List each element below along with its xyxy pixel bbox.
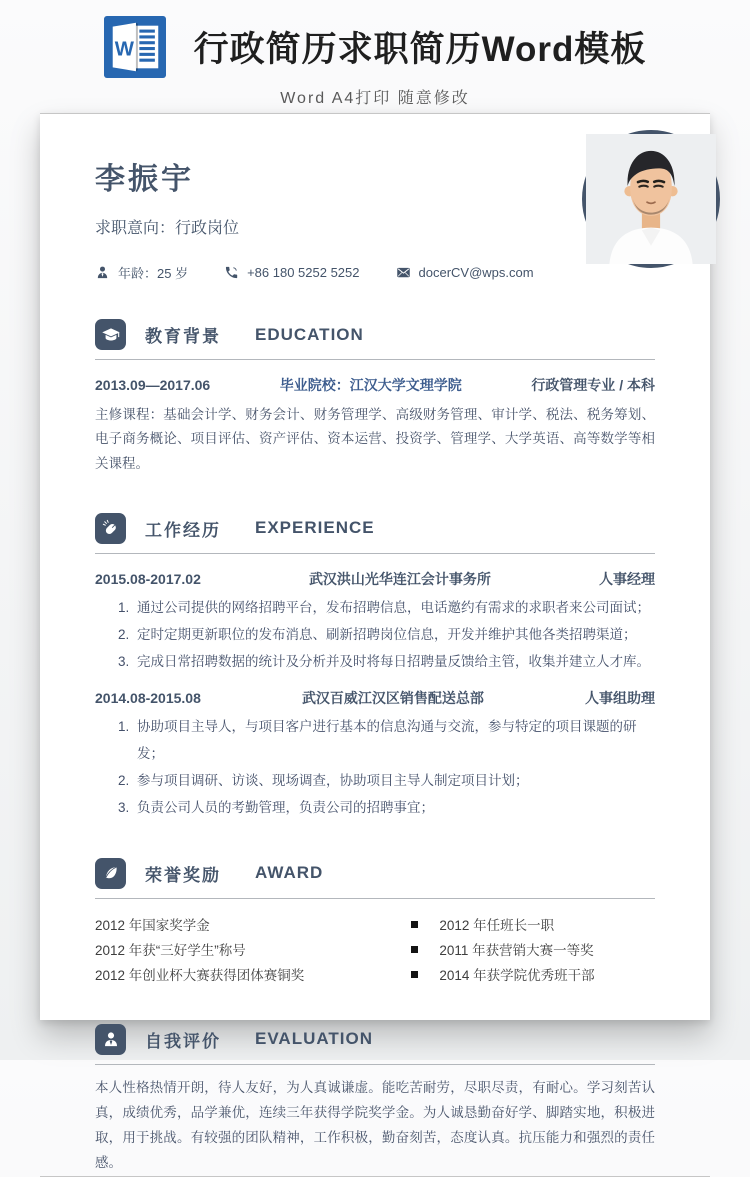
person-icon — [95, 265, 110, 280]
duty-item: 2. 参与项目调研、访谈、现场调查，协助项目主导人制定项目计划； — [133, 767, 655, 794]
duty-item: 2. 定时定期更新职位的发布消息、刷新招聘岗位信息，开发并维护其他各类招聘渠道； — [133, 621, 655, 648]
job-company: 武汉百威江汉区销售配送总部 — [301, 689, 484, 706]
section-experience — [95, 513, 655, 821]
job-role: 人事组助理 — [585, 689, 655, 706]
award-text: 2014 年获学院优秀班干部 — [439, 968, 595, 984]
profile-photo — [582, 130, 720, 268]
experience-header — [95, 513, 655, 544]
section-award — [95, 858, 655, 987]
award-text: 2012 年任班长一职 — [439, 918, 555, 934]
award-item — [411, 937, 655, 962]
divider — [95, 359, 655, 360]
graduation-cap-icon — [95, 319, 126, 350]
phone-item — [224, 265, 359, 280]
job-meta — [95, 688, 655, 708]
phone-text: +86 180 5252 5252 — [247, 265, 360, 280]
experience-title-en: EXPERIENCE — [255, 518, 375, 538]
job-objective: 求职意向：行政岗位 — [95, 220, 240, 237]
job-duties — [95, 594, 655, 675]
education-major: 行政管理专业 / 本科 — [531, 377, 655, 393]
job-role: 人事经理 — [599, 570, 655, 587]
job-date: 2014.08-2015.08 — [95, 689, 201, 706]
banner-title: 行政简历求职简历Word模板 — [193, 30, 647, 69]
evaluation-header — [95, 1024, 655, 1055]
portrait-illustration-icon — [586, 134, 716, 264]
divider — [95, 898, 655, 899]
education-date: 2013.09—2017.06 — [95, 377, 211, 393]
education-title-en: EDUCATION — [255, 324, 364, 344]
education-title-cn: 教育背景 — [145, 327, 221, 346]
award-item — [411, 912, 655, 937]
envelope-icon — [396, 265, 411, 280]
square-bullet-icon — [411, 946, 418, 953]
award-list — [95, 912, 655, 987]
award-right-column — [411, 912, 655, 987]
square-bullet-icon — [411, 971, 418, 978]
phone-icon — [224, 265, 239, 280]
education-meta — [95, 375, 655, 395]
email-text: docerCV@wps.com — [418, 265, 534, 280]
evaluation-title-cn: 自我评价 — [145, 1031, 221, 1051]
award-left-column — [95, 912, 411, 987]
age-text: 年龄：25 岁 — [118, 266, 189, 281]
section-education — [95, 319, 655, 476]
duty-item: 3. 负责公司人员的考勤管理，负责公司的招聘事宜； — [133, 794, 655, 821]
experience-title-cn: 工作经历 — [145, 520, 221, 540]
award-header — [95, 858, 655, 889]
word-logo-icon — [104, 16, 166, 78]
mouse-icon — [95, 513, 126, 544]
duty-item: 1. 协助项目主导人，与项目客户进行基本的信息沟通与交流，参与特定的项目课题的研发； — [133, 713, 655, 767]
award-item: 2012 年获“三好学生”称号 — [95, 943, 246, 959]
award-item: 2012 年创业杯大赛获得团体赛铜奖 — [95, 968, 305, 984]
banner-subtitle: Word A4打印 随意修改 — [280, 90, 470, 107]
education-header — [95, 319, 655, 350]
education-school: 毕业院校：江汉大学文理学院 — [279, 377, 462, 393]
resume-content — [40, 114, 710, 1176]
job-duties — [95, 713, 655, 821]
section-evaluation — [95, 1024, 655, 1176]
job-meta — [95, 569, 655, 589]
candidate-name: 李振宇 — [95, 163, 194, 196]
square-bullet-icon — [411, 921, 418, 928]
job-date: 2015.08-2017.02 — [95, 570, 201, 587]
svg-text:W: W — [114, 38, 134, 61]
evaluation-title-en: EVALUATION — [255, 1029, 373, 1049]
job-company: 武汉洪山光华连江会计事务所 — [308, 570, 491, 587]
resume-page — [40, 113, 710, 1170]
evaluation-text: 本人性格热情开朗，待人友好，为人真诚谦虚。能吃苦耐劳，尽职尽责，有耐心。学习刻苦认真，成绩优秀，品学兼优，连续三年获得学院奖学金。为人诚恳勤奋好学、脚踏实地，积极进取，用于挑战。有较强的团队精神，工作积极，勤奋刻苦，态度认真。抗压能力和强烈的责任感。 — [95, 1079, 655, 1170]
award-text: 2011 年获营销大赛一等奖 — [439, 943, 594, 959]
education-courses: 主修课程：基础会计学、财务会计、财务管理学、高级财务管理、审计学、税法、税务筹划、电子商务概论、项目评估、资产评估、资本运营、投资学、管理学、大学英语、高等数学等相关课程。 — [95, 407, 655, 471]
award-item — [411, 962, 655, 987]
banner — [0, 0, 750, 113]
award-title-en: AWARD — [255, 863, 324, 883]
duty-item: 3. 完成日常招聘数据的统计及分析并及时将每日招聘量反馈给主管，收集并建立人才库。 — [133, 648, 655, 675]
email-item — [396, 265, 534, 280]
age-item — [95, 263, 188, 282]
award-item: 2012 年国家奖学金 — [95, 918, 210, 934]
divider — [95, 1064, 655, 1065]
duty-item: 1. 通过公司提供的网络招聘平台，发布招聘信息，电话邀约有需求的求职者来公司面试； — [133, 594, 655, 621]
divider — [95, 553, 655, 554]
award-title-cn: 荣誉奖励 — [145, 865, 221, 885]
leaf-icon — [95, 858, 126, 889]
user-badge-icon — [95, 1024, 126, 1055]
contact-row — [95, 263, 655, 282]
